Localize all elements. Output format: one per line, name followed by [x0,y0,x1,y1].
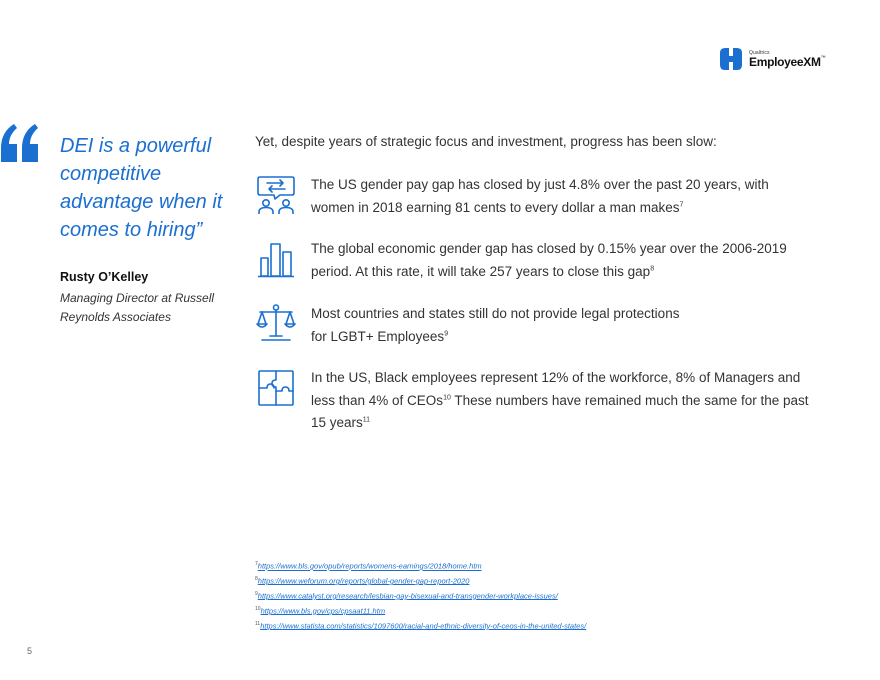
logo-product-name: EmployeeXM™ [749,54,826,69]
footnote-link[interactable]: https://www.catalyst.org/research/lesbian-gay-bisexual-and-transgender-workplace-issues/ [257,591,558,601]
footnote-link[interactable]: https://www.statista.com/statistics/1097600/racial-and-ethnic-diversity-of-ceos-in-the-united-states/ [260,621,587,631]
puzzle-icon [256,367,296,407]
stat-point-black-representation [256,367,816,435]
footnote-link[interactable]: https://www.bls.gov/opub/reports/womens-earnings/2018/home.htm [257,561,482,571]
page-number: 5 [27,646,33,656]
stat-text-pay-gap: The US gender pay gap has closed by just 4.8% over the past 20 years, with women in 2018 earning 81 cents to every dollar a man makes$^7$ [311,177,769,215]
stat-text-economic-gap: The global economic gender gap has closed by 0.15% year over the 2006-2019 period. At this rate, it will take 257 years to close this gap$^8$ [311,241,787,279]
footnote-references [255,558,586,633]
footnote-7: $^7$https://www.bls.gov/opub/reports/womens-earnings/2018/home.htm [255,561,482,571]
stat-point-legal-protections [256,303,816,348]
footnote-11: $^{11}$https://www.statista.com/statistics/1097600/racial-and-ethnic-diversity-of-ceos-in-the-united-states/ [255,620,587,631]
footnote-9: $^9$https://www.catalyst.org/research/lesbian-gay-bisexual-and-transgender-workplace-issues/ [255,590,558,601]
people-chat-icon [256,174,296,214]
quote-author: Rusty O’Kelley [60,270,149,284]
quote-author-role: Managing Director at Russell Reynolds Associates [60,291,215,324]
intro-sentence: Yet, despite years of strategic focus and investment, progress has been slow: [255,134,717,149]
logo-company-name: Qualtrics [749,49,770,56]
stat-point-pay-gap [256,174,816,219]
stat-point-economic-gap [256,238,816,283]
stat-text-legal-protections: Most countries and states still do not provide legal protections for LGBT+ Employees$^9$ [311,306,680,344]
footnote-8: $^8$https://www.weforum.org/reports/global-gender-gap-report-2020 [255,575,470,586]
footnote-link[interactable]: https://www.bls.gov/cps/cpsaat11.htm [260,606,386,616]
footnote-10: $^{10}$https://www.bls.gov/cps/cpsaat11.htm [255,605,386,616]
stat-text-black-representation: In the US, Black employees represent 12% of the workforce, 8% of Managers and less than 4% of CEOs$^{10}$ These numbers have remained much the same for the past 15 years$^{11}$ [311,370,809,430]
footnote-link[interactable]: https://www.weforum.org/reports/global-gender-gap-report-2020 [257,576,470,586]
qualtrics-logo-icon [718,46,744,72]
pull-quote: DEI is a powerful competitive advantage when it comes to hiring” [60,135,223,241]
quotation-mark-icon [0,122,40,166]
brand-logo [718,46,825,72]
scales-icon [256,303,296,343]
bar-chart-icon [256,238,296,278]
